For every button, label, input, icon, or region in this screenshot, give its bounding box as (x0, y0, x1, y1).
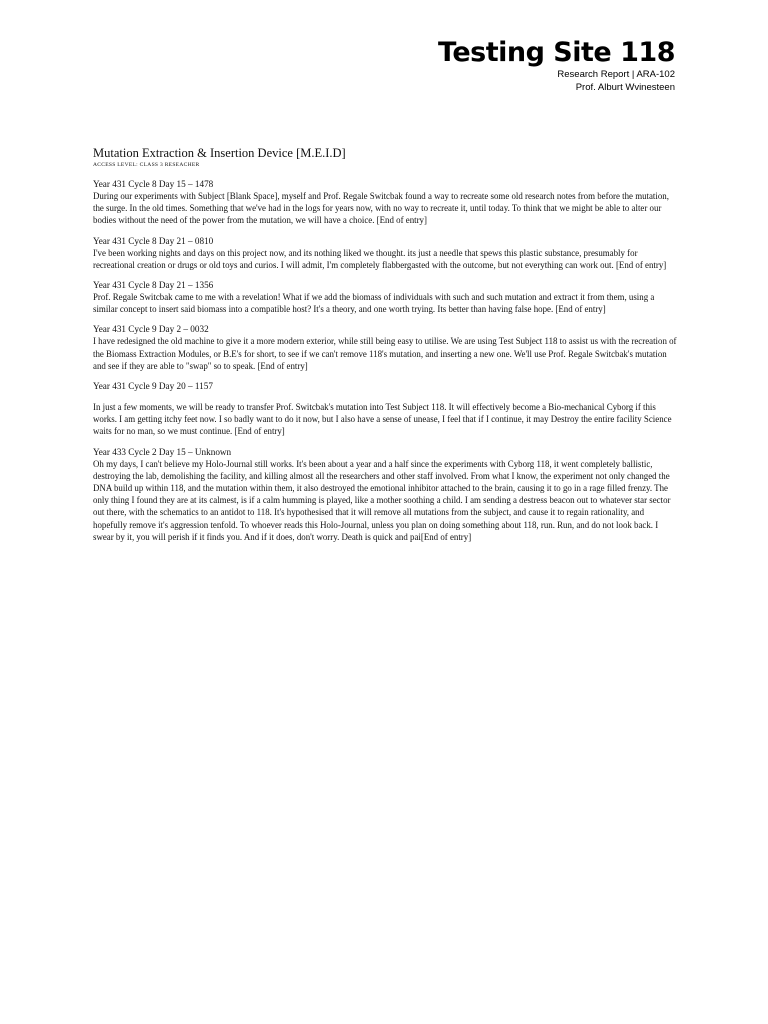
entry-heading: Year 431 Cycle 8 Day 21 – 0810 (93, 235, 214, 246)
entry-text: Oh my days, I can't believe my Holo-Journal still works. It's been about a year and a half since the experiments with Cyborg 118, it went completely ballistic, destroying the lab, demolishing the facility, and killing almost all the researchers and other staff involved. From what I know, the experiment not only changed the DNA build up within 118, and the mutation within them, it also destroyed the emotional inhibitor attached to the brain, causing it to go in a rage filled frenzy. The only thing I found they are at its calmest, is if a calm humming is played, like a mother soothing a child. I am sending a destress beacon out to whatever star sector out there, with the schematics to an antidot to 118. It's hypothesised that it will remove all mutations from the subject, and cause it to regain rationality, and hopefully remove it's aggression tenfold. To whoever reads this Holo-Journal, unless you plan on doing something about 118, run. Run, and do not look back. I swear by it, you will perish if it finds you. And if it does, don't worry. Death is quick and pai[End of entry] (93, 458, 671, 542)
journal-entry (93, 178, 677, 227)
entry-text: During our experiments with Subject [Blank Space], myself and Prof. Regale Switcbak found a way to recreate some old research notes from before the mutation, the surge. In the old times. Something that we've had in the logs for years now, with no way to recreate it, until today. To think that we might be able to alter our bodies without the need of the power from the mutation, we will have a choice. [End of entry] (93, 191, 669, 226)
entry-heading: Year 431 Cycle 8 Day 21 – 1356 (93, 280, 214, 291)
entry-text: I've been working nights and days on this project now, and its nothing liked we thought. its just a needle that spews this plastic substance, presumably for recreational creation or drugs or old toys and curios. I will admit, I'm completely flabbergasted with the outcome, but not everything can work out. [End of entry] (93, 247, 667, 270)
author-name: Prof. Alburt Wvinesteen (575, 82, 675, 93)
document-title: Mutation Extraction & Insertion Device [M.E.I.D] (93, 146, 346, 160)
site-title: Testing Site 118 (437, 37, 675, 68)
entry-heading: Year 431 Cycle 9 Day 20 – 1157 (93, 381, 213, 392)
report-number: Research Report | ARA-102 (557, 69, 675, 80)
entry-heading: Year 433 Cycle 2 Day 15 – Unknown (93, 446, 232, 457)
entry-heading: Year 431 Cycle 8 Day 15 – 1478 (93, 179, 214, 189)
entry-text: Prof. Regale Switcbak came to me with a revelation! What if we add the biomass of individuals with such and such mutation and extract it from them, using a similar concept to insert said biomass into a compatible host? It's a theory, and one worth trying. Its better than having false hope. [End of entry] (93, 292, 655, 315)
journal-entry (93, 380, 677, 438)
entry-heading: Year 431 Cycle 9 Day 2 – 0032 (93, 324, 209, 335)
document-body (93, 146, 677, 551)
journal-entry (93, 446, 677, 543)
report-header (438, 38, 675, 94)
entry-text: I have redesigned the old machine to give it a more modern exterior, while still being easy to utilise. We are using Test Subject 118 to assist us with the recreation of the Biomass Extraction Modules, or B.E's for short, to see if we can't remove 118's mutation, and inserting a new one. We'll use Prof. Regale Switcbak's mutation and see if they are able to "swap" so to speak. [End of entry] (93, 336, 677, 371)
access-level: ACCESS LEVEL: CLASS 3 RESEACHER (93, 162, 200, 168)
entry-text: In just a few moments, we will be ready to transfer Prof. Switcbak's mutation into Test Subject 118. It will effectively become a Bio-mechanical Cyborg if this works. I am getting itchy feet now. I so badly want to do it now, but I also have a sense of unease, I feel that if I continue, it may Destroy the entire facility Science waits for no man, so we must continue. [End of entry] (93, 402, 672, 437)
entry-spacer (93, 392, 677, 401)
journal-entry (93, 323, 677, 372)
journal-entry (93, 279, 677, 315)
journal-entry (93, 235, 677, 271)
